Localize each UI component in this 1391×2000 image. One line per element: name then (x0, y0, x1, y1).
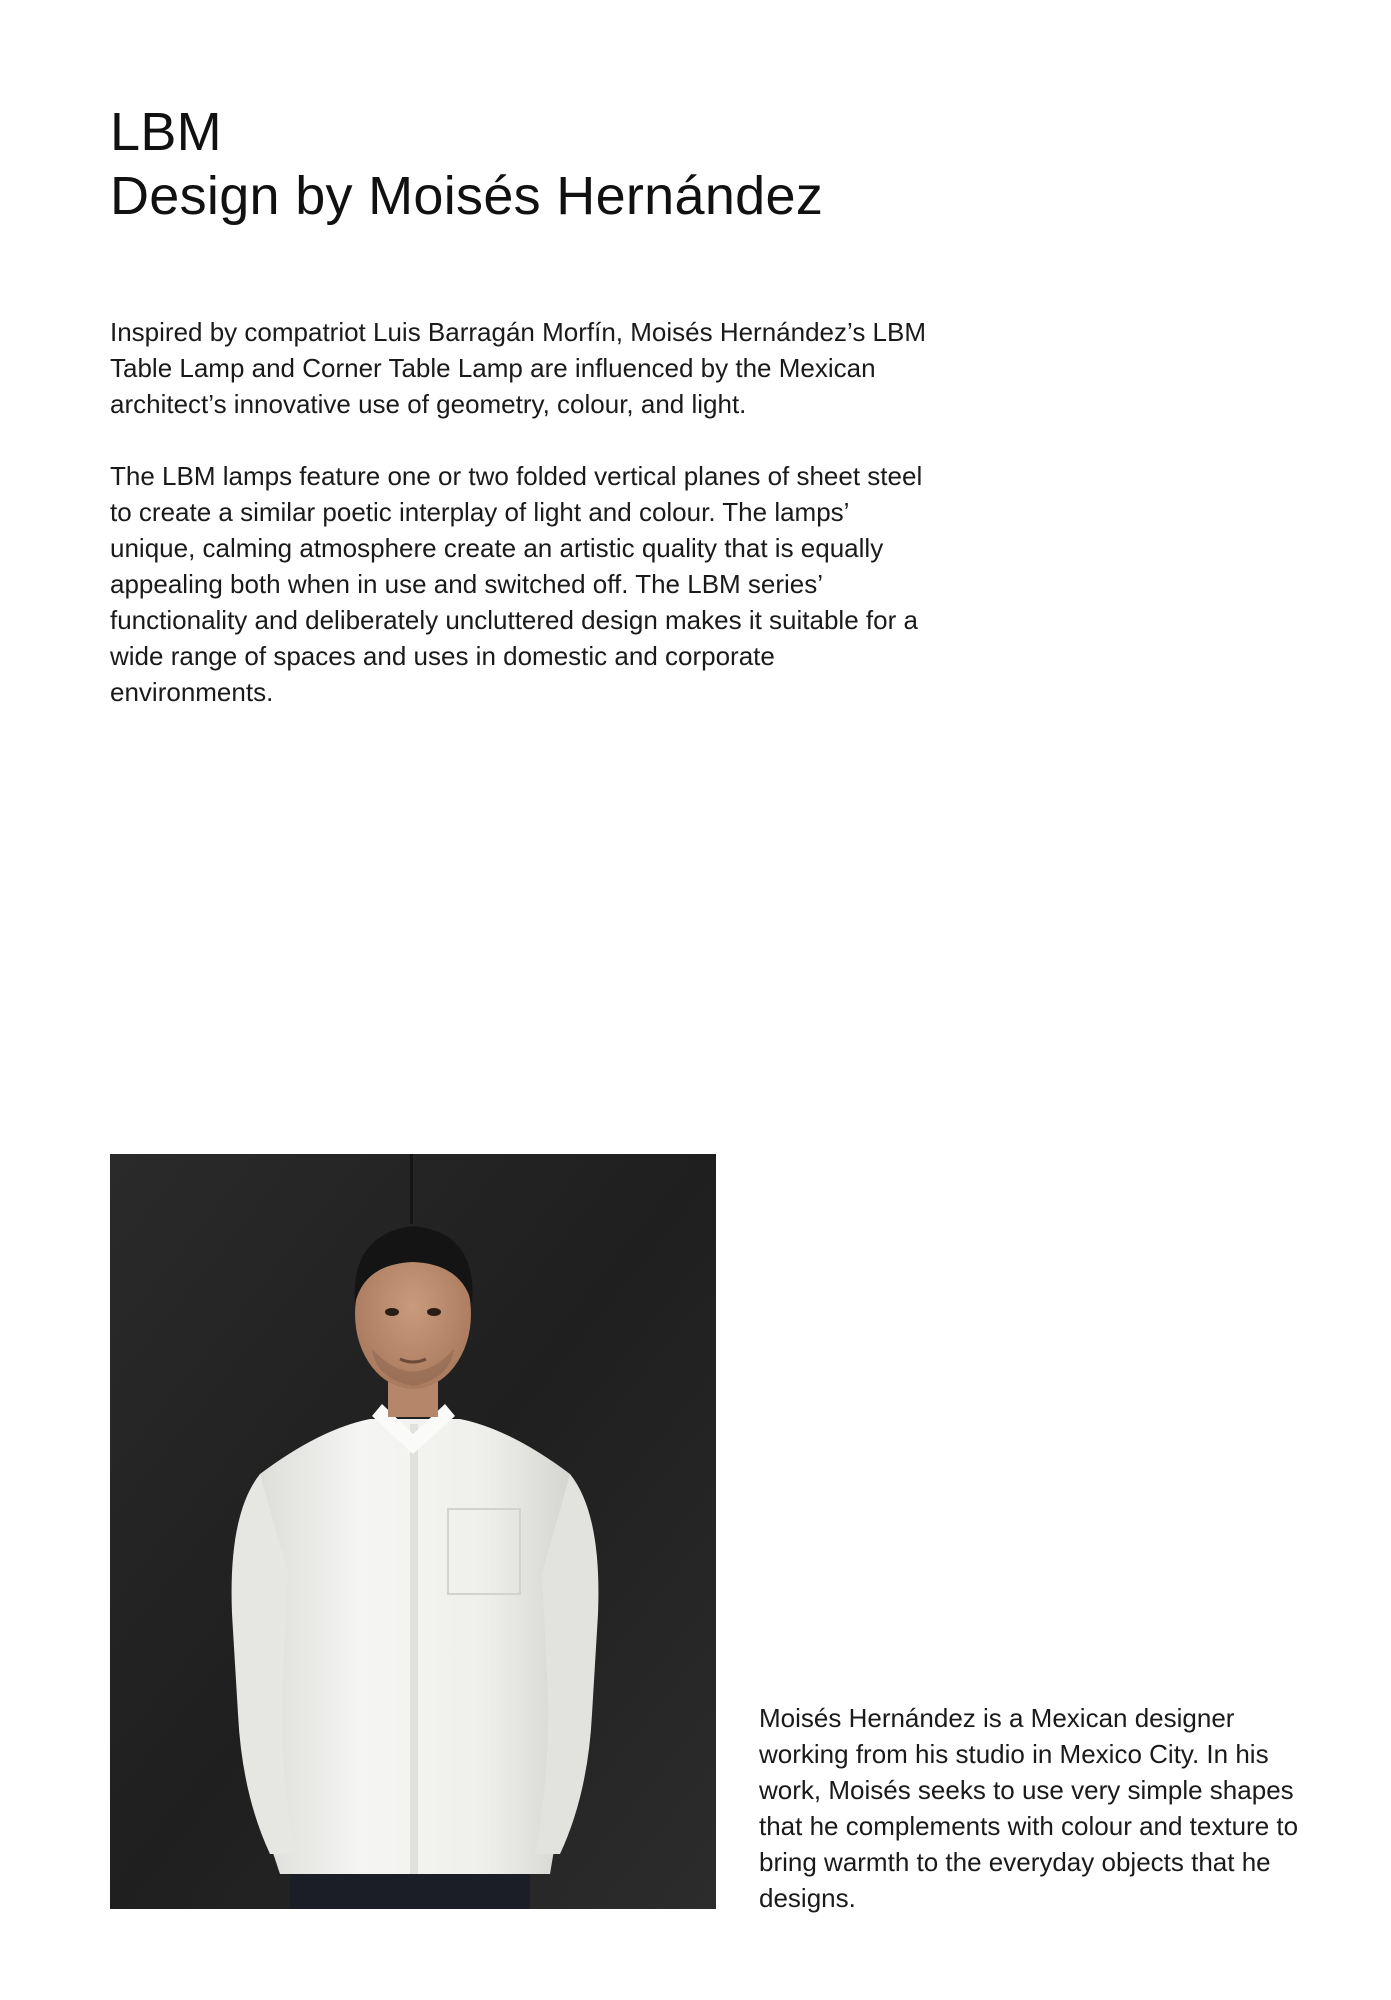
designer-portrait-photo (110, 1154, 716, 1909)
intro-paragraph-1: Inspired by compatriot Luis Barragán Morfín, Moisés Hernández’s LBM Table Lamp and Corner Table Lamp are influenced by the Mexican architect’s innovative use of geometry, colour, and light. (110, 317, 927, 419)
portrait-illustration (110, 1154, 716, 1909)
title-designer-credit: Design by Moisés Hernández (110, 166, 824, 226)
intro-text-block (110, 314, 930, 746)
intro-paragraph-2: The LBM lamps feature one or two folded vertical planes of sheet steel to create a similar poetic interplay of light and colour. The lamps’ unique, calming atmosphere create an artistic quality that is equally appealing both when in use and switched off. The LBM series’ functionality and deliberately uncluttered design makes it suitable for a wide range of spaces and uses in domestic and corporate environments. (110, 461, 923, 707)
designer-bio: Moisés Hernández is a Mexican designer working from his studio in Mexico City. In his work, Moisés seeks to use very simple shapes that he complements with colour and texture to bring warmth to the everyday objects that he designs. (759, 1703, 1299, 1913)
page-title (110, 100, 823, 228)
title-product-name: LBM (110, 102, 222, 162)
